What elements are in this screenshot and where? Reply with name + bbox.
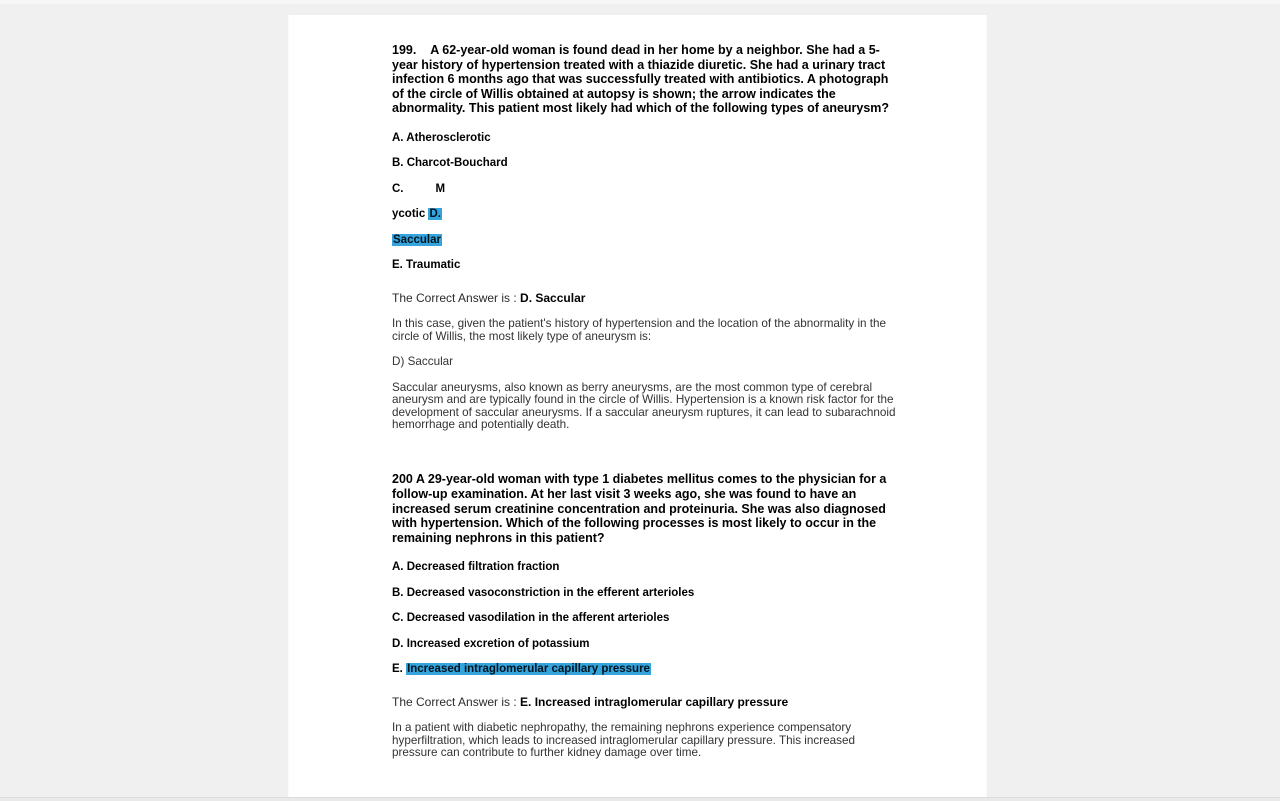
selected-text: Increased intraglomerular capillary pressure bbox=[407, 663, 650, 676]
correct-answer-line bbox=[392, 696, 902, 709]
answer-value: D. Saccular bbox=[520, 291, 586, 306]
option-c: C. M bbox=[392, 182, 446, 195]
question-200-heading: 200 A 29-year-old woman with type 1 diabetes mellitus comes to the physician for a follow-up examination. At her last visit 3 weeks ago, she was found to have an increased serum creatinine concentration and proteinuria. She was also diagnosed with hypertension. Which of the following processes is most likely to occur in the remaining nephrons in this patient? bbox=[392, 472, 887, 545]
explanation-paragraph: In this case, given the patient's history of hypertension and the location of the abnormality in the circle of Willis, the most likely type of aneurysm is: bbox=[392, 317, 887, 343]
option-a: A. Decreased filtration fraction bbox=[392, 561, 560, 574]
option-e: E. Increased intraglomerular capillary pressure bbox=[392, 663, 650, 676]
top-strip bbox=[0, 0, 1280, 4]
question-199-block bbox=[392, 43, 902, 431]
selected-text: D. bbox=[429, 208, 441, 221]
document-content bbox=[289, 15, 986, 760]
question-199-heading: 199. A 62-year-old woman is found dead in her home by a neighbor. She had a 5-year history of hypertension treated with a thiazide diuretic. She had a urinary tract infection 6 months ago that was successfully treated with antibiotics. A photograph of the circle of Willis obtained at autopsy is shown; the arrow indicates the abnormality. This patient most likely had which of the following types of aneurysm? bbox=[392, 43, 890, 116]
option-d: D. Increased excretion of potassium bbox=[392, 637, 590, 650]
option-c: C. Decreased vasodilation in the afferent arterioles bbox=[392, 612, 670, 625]
horizontal-scrollbar-track[interactable] bbox=[0, 797, 1280, 801]
option-b: B. Charcot-Bouchard bbox=[392, 157, 508, 170]
question-200-block bbox=[392, 472, 902, 759]
answer-value: E. Increased intraglomerular capillary pressure bbox=[520, 695, 789, 710]
question-200-options bbox=[392, 561, 902, 675]
option-e: E. Traumatic bbox=[392, 259, 461, 272]
correct-answer-line bbox=[392, 292, 902, 305]
explanation-answer-restate: D) Saccular bbox=[392, 355, 454, 369]
option-b: B. Decreased vasoconstriction in the efferent arterioles bbox=[392, 586, 695, 599]
option-a: A. Atherosclerotic bbox=[392, 131, 491, 144]
option-d-part2 bbox=[392, 234, 902, 246]
answer-label: The Correct Answer is : bbox=[392, 695, 521, 710]
explanation-paragraph: In a patient with diabetic nephropathy, the remaining nephrons experience compensatory hyperfiltration, which leads to increased intraglomerular capillary pressure. This increased pressure can contribute to further kidney damage over time. bbox=[392, 721, 855, 760]
answer-label: The Correct Answer is : bbox=[392, 291, 521, 306]
option-d-part1: ycotic D. bbox=[392, 208, 441, 221]
document-page bbox=[289, 15, 986, 801]
selected-text: Saccular bbox=[393, 233, 441, 246]
explanation-paragraph: Saccular aneurysms, also known as berry aneurysms, are the most common type of cerebral aneurysm and are typically found in the circle of Willis. Hypertension is a known risk factor for the development of saccular aneurysms. If a saccular aneurysm ruptures, it can lead to subarachnoid hemorrhage and potentially death. bbox=[392, 380, 896, 431]
question-199-options bbox=[392, 132, 902, 272]
